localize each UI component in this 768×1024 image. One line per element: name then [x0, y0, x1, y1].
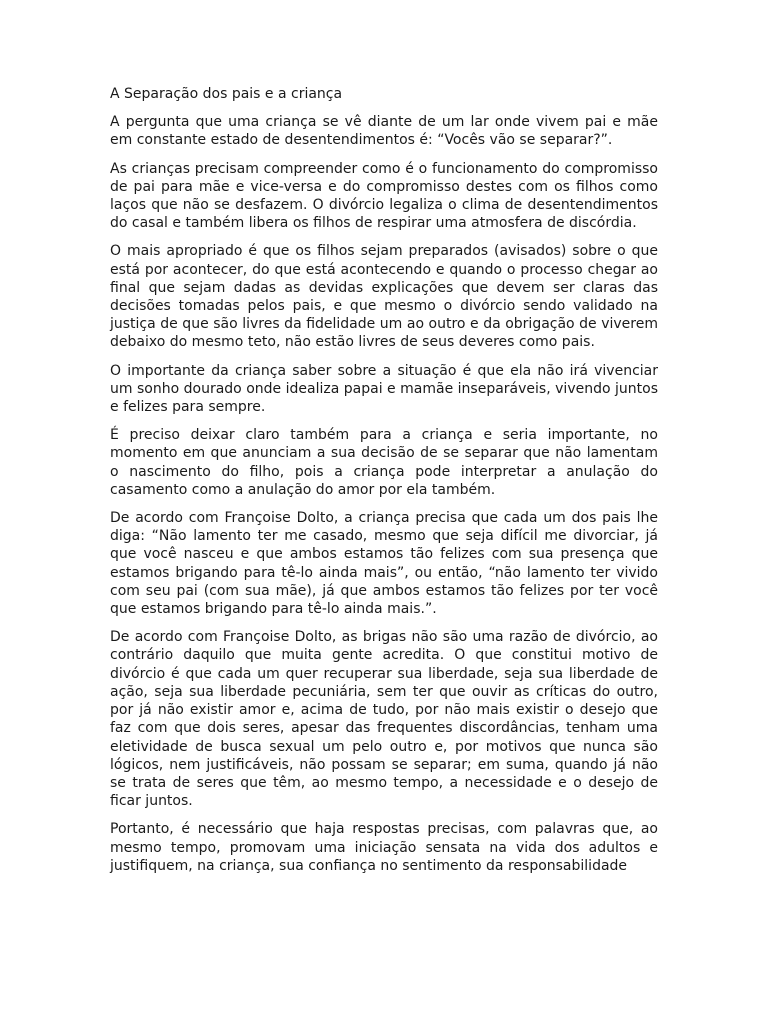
paragraph-1: A pergunta que uma criança se vê diante de um lar onde vivem pai e mãe em constante estado de desentendimentos é: “Vocês vão se separar?”. — [110, 114, 658, 149]
paragraph-4: O importante da criança saber sobre a situação é que ela não irá vivenciar um sonho dourado onde idealiza papai e mamãe inseparáveis, vivendo juntos e felizes para sempre. — [110, 362, 658, 416]
paragraph-5: É preciso deixar claro também para a criança e seria importante, no momento em que anunciam a sua decisão de se separar que não lamentam o nascimento do filho, pois a criança pode interpretar a anulação do casamento como a anulação do amor por ela também. — [110, 427, 658, 498]
document-title: A Separação dos pais e a criança — [110, 86, 343, 102]
paragraph-3: O mais apropriado é que os filhos sejam preparados (avisados) sobre o que está por acontecer, do que está acontecendo e quando o processo chegar ao final que sejam dadas as devidas explicações que devem ser claras das decisões tomadas pelos pais, e que mesmo o divórcio sendo validado na justiça de que são livres da fidelidade um ao outro e da obrigação de viverem debaixo do mesmo teto, não estão livres de seus deveres como pais. — [110, 243, 658, 351]
paragraph-6: De acordo com Françoise Dolto, a criança precisa que cada um dos pais lhe diga: “Não lamento ter me casado, mesmo que seja difícil me divorciar, já que você nasceu e que ambos estamos tão felizes com sua presença que estamos brigando para tê-lo ainda mais”, ou então, “não lamento ter vivido com seu pai (com sua mãe), já que ambos estamos tão felizes por ter você que estamos brigando para tê-lo ainda mais.”. — [110, 510, 658, 618]
paragraph-7: De acordo com Françoise Dolto, as brigas não são uma razão de divórcio, ao contrário daquilo que muita gente acredita. O que constitui motivo de divórcio é que cada um quer recuperar sua liberdade, seja sua liberdade de ação, seja sua liberdade pecuniária, sem ter que ouvir as críticas do outro, por já não existir amor e, acima de tudo, por não mais existir o desejo que faz com que dois seres, apesar das frequentes discordâncias, tenham uma eletividade de busca sexual um pelo outro e, por motivos que nunca são lógicos, nem justificáveis, não possam se separar; em suma, quando já não se trata de seres que têm, ao mesmo tempo, a necessidade e o desejo de ficar juntos. — [110, 629, 658, 810]
document-body — [110, 85, 658, 885]
paragraph-8: Portanto, é necessário que haja respostas precisas, com palavras que, ao mesmo tempo, promovam uma iniciação sensata na vida dos adultos e justifiquem, na criança, sua confiança no sentimento da responsabilidade — [110, 821, 658, 874]
paragraph-2: As crianças precisam compreender como é o funcionamento do compromisso de pai para mãe e vice-versa e do compromisso destes com os filhos como laços que não se desfazem. O divórcio legaliza o clima de desentendimentos do casal e também libera os filhos de respirar uma atmosfera de discórdia. — [110, 160, 658, 232]
